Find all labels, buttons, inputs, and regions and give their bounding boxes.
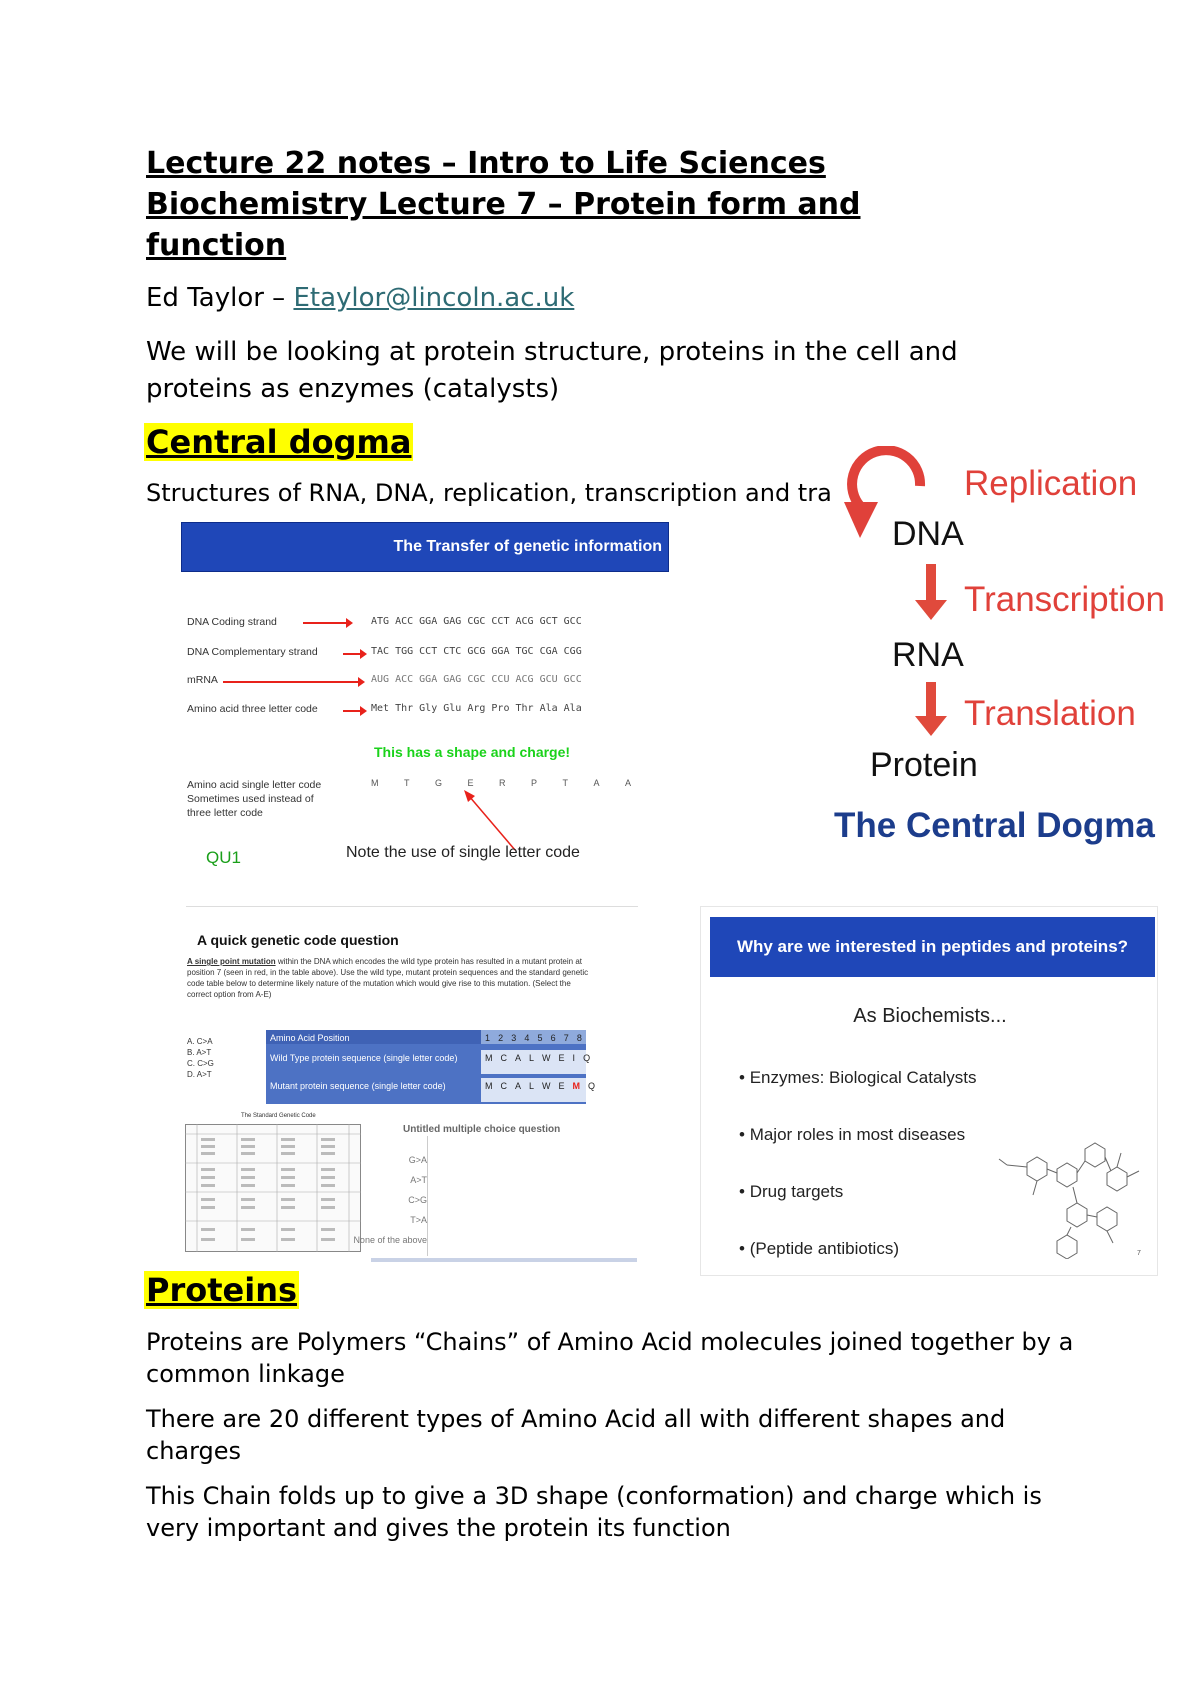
central-dogma-caption: The Central Dogma (834, 806, 1155, 845)
intro-paragraph: We will be looking at protein structure, proteins in the cell and proteins as enzymes (catalysts) (146, 337, 958, 404)
arrow-icon (223, 681, 363, 683)
bullet-icon: • (739, 1239, 750, 1258)
mutant-row (481, 1078, 596, 1102)
transcription-arrow-icon (926, 564, 936, 602)
sequence-cell: E (558, 1081, 565, 1091)
title-line-2: Biochemistry Lecture 7 – Protein form and (146, 187, 861, 222)
peptide-slide-title: Why are we interested in peptides and proteins? (710, 917, 1155, 977)
shape-charge-note: This has a shape and charge! (374, 744, 571, 760)
row-label-mrna: mRNA (187, 674, 218, 686)
single-letter: T (562, 778, 568, 788)
proteins-heading: Proteins (146, 1271, 298, 1309)
row-seq-coding: ATG ACC GGA GAG CGC CCT ACG GCT GCC (371, 616, 582, 627)
bullet-item (739, 1163, 976, 1220)
author-email-link[interactable]: Etaylor@lincoln.ac.uk (293, 283, 575, 313)
wild-type-label: Wild Type protein sequence (single letter code) (270, 1053, 458, 1063)
central-dogma-section (144, 422, 413, 462)
bullet-icon: • (739, 1068, 750, 1087)
mcq-option[interactable]: C>G (408, 1195, 427, 1205)
peptide-slide-subtitle: As Biochemists... (853, 1005, 1007, 1027)
single-letter: T (403, 778, 410, 788)
transfer-slide (181, 522, 669, 874)
transfer-slide-title: The Transfer of genetic information (181, 522, 669, 572)
genetic-question-body (187, 956, 597, 1000)
row-seq-three-letter: Met Thr Gly Glu Arg Pro Thr Ala Ala (371, 703, 582, 714)
single-letter-label: Amino acid single letter code Sometimes used instead of three letter code (187, 779, 322, 819)
rna-label: RNA (892, 636, 964, 674)
arrow-icon (343, 653, 365, 655)
sequence-cell: A (515, 1053, 522, 1063)
mcq-option[interactable]: G>A (408, 1155, 427, 1165)
sequence-cell: C (500, 1081, 507, 1091)
position-cell: 2 (498, 1033, 504, 1043)
slide-divider (186, 906, 638, 907)
bullet-text: Major roles in most diseases (749, 1125, 966, 1144)
bullet-item (739, 1220, 976, 1276)
transcription-label: Transcription (964, 580, 1165, 619)
single-letter-row (371, 778, 631, 788)
arrow-icon (343, 710, 365, 712)
author-name: Ed Taylor – (146, 283, 294, 313)
arrow-icon (303, 622, 351, 624)
sequence-cell: Q (583, 1053, 591, 1063)
single-letter: A (593, 778, 600, 788)
mcq-divider (427, 1136, 428, 1256)
slide-page-number: 7 (1137, 1250, 1141, 1257)
mcq-option[interactable]: A>T (410, 1175, 427, 1185)
peptide-bullets (739, 1049, 976, 1276)
author-line (146, 283, 574, 313)
peptide-slide (700, 906, 1158, 1276)
sequence-table (266, 1030, 596, 1104)
answer-option: D. A>T (187, 1070, 212, 1079)
single-letter: P (530, 778, 537, 788)
code-table-title: The Standard Genetic Code (241, 1113, 316, 1119)
title-line-3: function (146, 228, 287, 263)
sequence-cell: A (515, 1081, 522, 1091)
point-mutation-term: A single point mutation (187, 957, 276, 966)
row-label-three-letter: Amino acid three letter code (187, 703, 318, 715)
mcq-scrollbar[interactable] (371, 1258, 637, 1262)
position-cell: 8 (576, 1033, 582, 1043)
position-cell: 4 (524, 1033, 530, 1043)
molecule-structure-image (997, 1113, 1147, 1259)
single-letter-note: Note the use of single letter code (346, 844, 580, 861)
position-row (481, 1030, 586, 1044)
position-cell: 6 (550, 1033, 556, 1043)
bullet-icon: • (739, 1125, 750, 1144)
sequence-cell: M (485, 1081, 493, 1091)
answer-option: C. C>G (187, 1059, 214, 1068)
mutated-cell: M (572, 1081, 581, 1091)
mutant-label: Mutant protein sequence (single letter code) (270, 1081, 446, 1091)
single-letter: R (498, 778, 506, 788)
mcq-options (331, 1150, 427, 1250)
genetic-question-text: within the DNA which encodes the wild type protein has resulted in a mutant protein at position 7 (seen in red, in the table above). Use the wild type, mutant protein sequences and the standard genetic code table below to determine likely nature of the mutation which would give rise to this mutation. (Select the correct option from A-E) (187, 957, 589, 999)
replication-label: Replication (964, 464, 1138, 503)
question-label: QU1 (206, 848, 241, 867)
table-header: Amino Acid Position (266, 1030, 481, 1044)
central-dogma-text: Structures of RNA, DNA, replication, transcription and tra (146, 479, 832, 507)
single-letter: E (467, 778, 474, 788)
sequence-cell: M (485, 1053, 493, 1063)
sequence-cell: L (529, 1081, 535, 1091)
mcq-option[interactable]: T>A (410, 1215, 427, 1225)
sequence-cell: E (558, 1053, 565, 1063)
proteins-paragraph-1: Proteins are Polymers “Chains” of Amino Acid molecules joined together by a common linkage (146, 1328, 1074, 1388)
wild-type-row (481, 1050, 591, 1074)
document-title (146, 143, 1046, 266)
translation-arrow-icon (926, 682, 936, 718)
genetic-question-slide (181, 906, 643, 1268)
dna-label: DNA (892, 515, 964, 553)
single-letter: G (434, 778, 442, 788)
sequence-cell: Q (588, 1081, 596, 1091)
genetic-question-title: A quick genetic code question (197, 932, 399, 948)
row-seq-mrna: AUG ACC GGA GAG CGC CCU ACG GCU GCC (371, 674, 582, 685)
proteins-section (144, 1270, 299, 1310)
central-dogma-heading: Central dogma (146, 423, 412, 461)
proteins-paragraph-3: This Chain folds up to give a 3D shape (conformation) and charge which is very important and gives the protein its function (146, 1482, 1042, 1542)
row-label-complementary: DNA Complementary strand (187, 646, 318, 658)
mcq-title: Untitled multiple choice question (403, 1124, 561, 1135)
position-cell: 5 (537, 1033, 543, 1043)
sequence-cell: I (572, 1053, 576, 1063)
title-line-1: Lecture 22 notes – Intro to Life Sciences (146, 146, 826, 181)
bullet-icon: • (739, 1182, 750, 1201)
answer-options (187, 1036, 214, 1080)
bullet-text: (Peptide antibiotics) (749, 1239, 899, 1258)
sequence-cell: W (542, 1081, 551, 1091)
row-seq-complementary: TAC TGG CCT CTC GCG GGA TGC CGA CGG (371, 646, 582, 657)
bullet-text: Enzymes: Biological Catalysts (749, 1068, 977, 1087)
proteins-paragraph-2: There are 20 different types of Amino Acid all with different shapes and charges (146, 1405, 1006, 1465)
single-letter: M (371, 778, 379, 788)
bullet-text: Drug targets (749, 1182, 844, 1201)
bullet-item (739, 1106, 976, 1163)
single-letter: A (624, 778, 631, 788)
sequence-cell: W (542, 1053, 551, 1063)
sequence-cell: C (500, 1053, 507, 1063)
position-cell: 7 (563, 1033, 569, 1043)
mcq-option[interactable]: None of the above (353, 1235, 427, 1245)
central-dogma-diagram (830, 440, 1190, 860)
answer-option: B. A>T (187, 1048, 212, 1057)
sequence-cell: L (529, 1053, 535, 1063)
bullet-item (739, 1049, 976, 1106)
translation-label: Translation (964, 694, 1136, 733)
protein-label: Protein (870, 746, 978, 784)
row-label-coding: DNA Coding strand (187, 616, 277, 628)
position-cell: 1 (485, 1033, 491, 1043)
answer-option: A. C>A (187, 1037, 213, 1046)
position-cell: 3 (511, 1033, 517, 1043)
